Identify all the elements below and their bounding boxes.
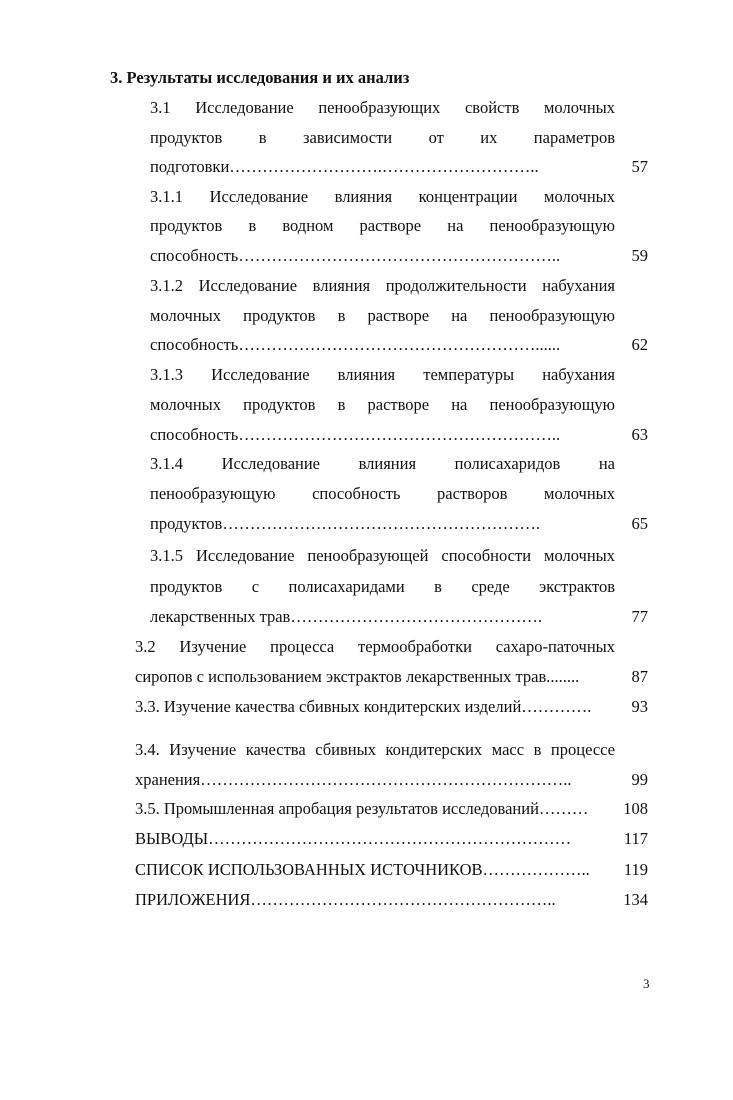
toc-line: способность………………………………………………….. bbox=[150, 246, 561, 265]
toc-line: 3.1 Исследование пенообразующих свойств молочных bbox=[150, 98, 615, 117]
toc-page-number: 99 bbox=[631, 770, 648, 789]
toc-line: лекарственных трав………………………………………. bbox=[150, 607, 542, 626]
toc-line: СПИСОК ИСПОЛЬЗОВАННЫХ ИСТОЧНИКОВ……………….. bbox=[135, 860, 590, 879]
toc-line: продуктов в зависимости от их параметров bbox=[150, 128, 615, 147]
toc-line: продуктов в водном растворе на пенообразующую bbox=[150, 216, 615, 235]
toc-line: продуктов с полисахаридами в среде экстрактов bbox=[150, 577, 615, 596]
toc-page-number: 108 bbox=[623, 799, 648, 818]
toc-line: 3.1.5 Исследование пенообразующей способности молочных bbox=[150, 546, 615, 565]
toc-line: ВЫВОДЫ………………………………………………………… bbox=[135, 829, 572, 848]
toc-line: 3.1.3 Исследование влияния температуры набухания bbox=[150, 365, 615, 384]
toc-line: хранения………………………………………………………….. bbox=[135, 770, 572, 789]
toc-line: молочных продуктов в растворе на пенообразующую bbox=[150, 306, 615, 325]
toc-line: 3.5. Промышленная апробация результатов исследований……… bbox=[135, 799, 589, 818]
toc-line: 3.1.2 Исследование влияния продолжительности набухания bbox=[150, 276, 615, 295]
toc-line: молочных продуктов в растворе на пенообразующую bbox=[150, 395, 615, 414]
toc-line: способность………………………………………………...... bbox=[150, 335, 561, 354]
toc-line: 3.3. Изучение качества сбивных кондитерских изделий…………. bbox=[135, 697, 592, 716]
toc-line: 3.1.1 Исследование влияния концентрации молочных bbox=[150, 187, 615, 206]
toc-page-number: 59 bbox=[631, 246, 648, 265]
page-number: 3 bbox=[643, 976, 650, 991]
toc-page-number: 134 bbox=[623, 890, 648, 909]
toc-line: сиропов с использованием экстрактов лекарственных трав........ bbox=[135, 667, 580, 686]
toc-page-number: 62 bbox=[631, 335, 648, 354]
toc-line: 3.2 Изучение процесса термообработки сахаро-паточных bbox=[135, 637, 615, 656]
toc-page-number: 77 bbox=[631, 607, 648, 626]
toc-page-number: 57 bbox=[631, 157, 648, 176]
toc-line: ПРИЛОЖЕНИЯ……………………………………………….. bbox=[135, 890, 556, 909]
toc-page-number: 117 bbox=[623, 829, 648, 848]
toc-line: продуктов…………………………………………………. bbox=[150, 514, 540, 533]
toc-line: пенообразующую способность растворов молочных bbox=[150, 484, 615, 503]
toc-page-number: 93 bbox=[631, 697, 648, 716]
toc-page-number: 87 bbox=[631, 667, 648, 686]
toc-line: подготовки……………………….……………………….. bbox=[150, 157, 539, 176]
toc-line: 3.1.4 Исследование влияния полисахаридов на bbox=[150, 454, 615, 473]
toc-page-number: 63 bbox=[631, 425, 648, 444]
toc-line: 3.4. Изучение качества сбивных кондитерских масс в процессе bbox=[135, 740, 615, 759]
section-heading: 3. Результаты исследования и их анализ bbox=[110, 68, 410, 87]
toc-page-number: 119 bbox=[623, 860, 648, 879]
toc-page-number: 65 bbox=[631, 514, 648, 533]
toc-line: способность………………………………………………….. bbox=[150, 425, 561, 444]
